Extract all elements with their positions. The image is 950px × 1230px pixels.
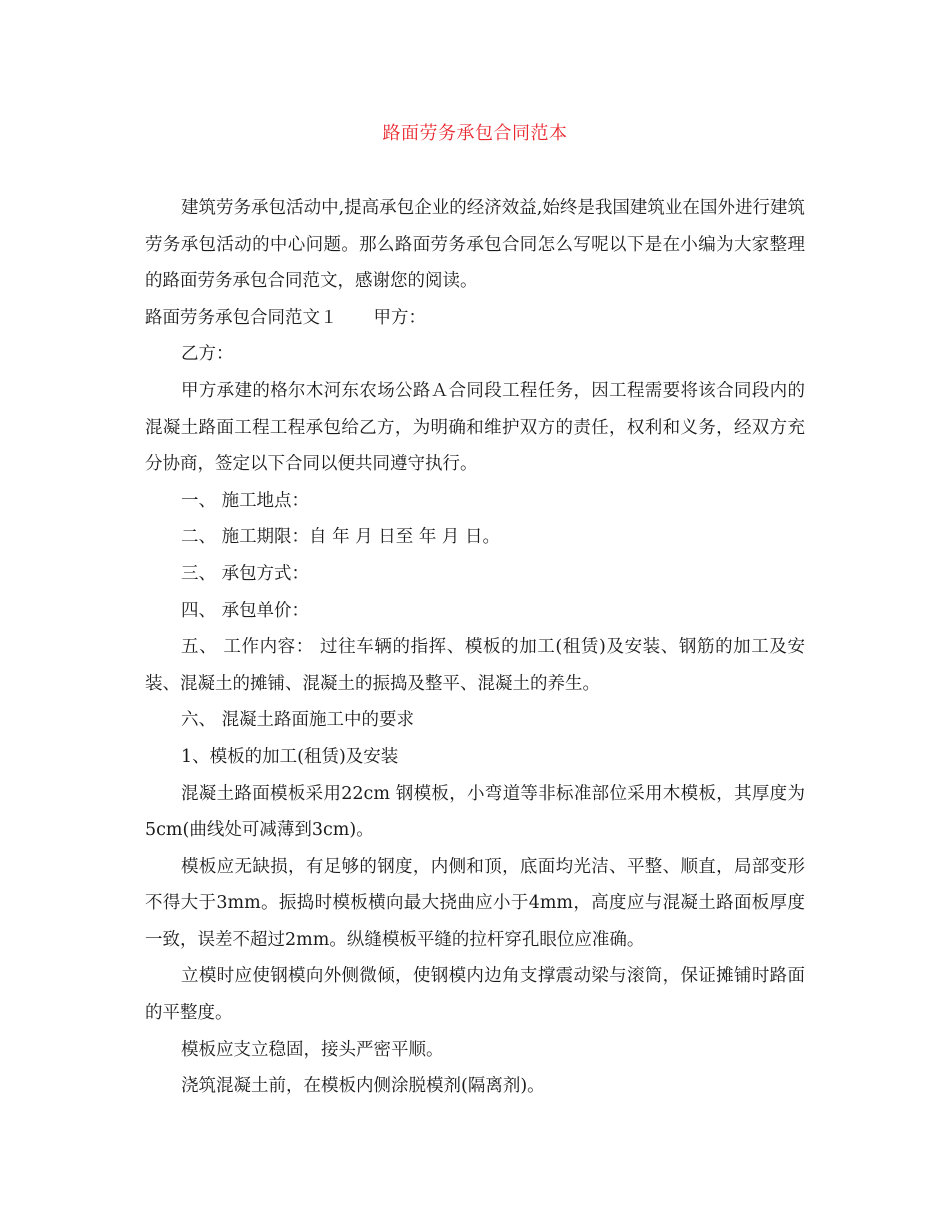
intro-paragraph: 建筑劳务承包活动中,提高承包企业的经济效益,始终是我国建筑业在国外进行建筑劳务承包活动的中心问题。那么路面劳务承包合同怎么写呢以下是在小编为大家整理的路面劳务承包合同范文，感谢您的阅读。 <box>145 198 805 292</box>
erect-paragraph: 立模时应使钢模向外侧微倾，使钢模内边角支撑震动梁与滚筒，保证摊铺时路面的平整度。 <box>145 966 805 1024</box>
clause-period: 二、 施工期限：自 年 月 日至 年 月 日。 <box>181 527 500 548</box>
document-body <box>145 190 805 1105</box>
clause-location: 一、 施工地点： <box>181 490 310 511</box>
stable-paragraph: 模板应支立稳固，接头严密平顺。 <box>181 1039 444 1060</box>
sample-heading: 路面劳务承包合同范文１ <box>145 307 338 328</box>
party-a-label: 甲方： <box>373 307 426 328</box>
item-formwork-heading: 1、模板的加工(租赁)及安装 <box>181 746 399 767</box>
formwork-paragraph: 混凝土路面模板采用22cm 钢模板，小弯道等非标准部位采用木模板，其厚度为5cm(曲线处可减薄到3cm)。 <box>145 783 805 841</box>
clause-method: 三、 承包方式： <box>181 563 310 584</box>
preamble-paragraph: 甲方承建的格尔木河东农场公路Ａ合同段工程任务，因工程需要将该合同段内的混凝土路面工程工程承包给乙方，为明确和维护双方的责任，权利和义务，经双方充分协商，签定以下合同以便共同遵守执行。 <box>145 380 805 475</box>
release-agent-paragraph: 浇筑混凝土前，在模板内侧涂脱模剂(隔离剂)。 <box>181 1076 545 1097</box>
sample-heading-line <box>145 300 805 337</box>
clause-unit-price: 四、 承包单价： <box>181 600 310 621</box>
clause-work-content: 五、 工作内容： 过往车辆的指挥、模板的加工(租赁)及安装、钢筋的加工及安装、混凝土的摊铺、混凝土的振捣及整平、混凝土的养生。 <box>145 637 805 694</box>
quality-paragraph: 模板应无缺损，有足够的钢度，内侧和顶，底面均光洁、平整、顺直，局部变形不得大于3mm。振捣时模板横向最大挠曲应小于4mm，高度应与混凝土路面板厚度一致，误差不超过2mm。纵缝模板平缝的拉杆穿孔眼位应准确。 <box>145 856 805 950</box>
party-b-label: 乙方： <box>181 344 234 365</box>
document-title: 路面劳务承包合同范本 <box>382 123 568 144</box>
clause-requirements: 六、 混凝土路面施工中的要求 <box>181 710 415 731</box>
